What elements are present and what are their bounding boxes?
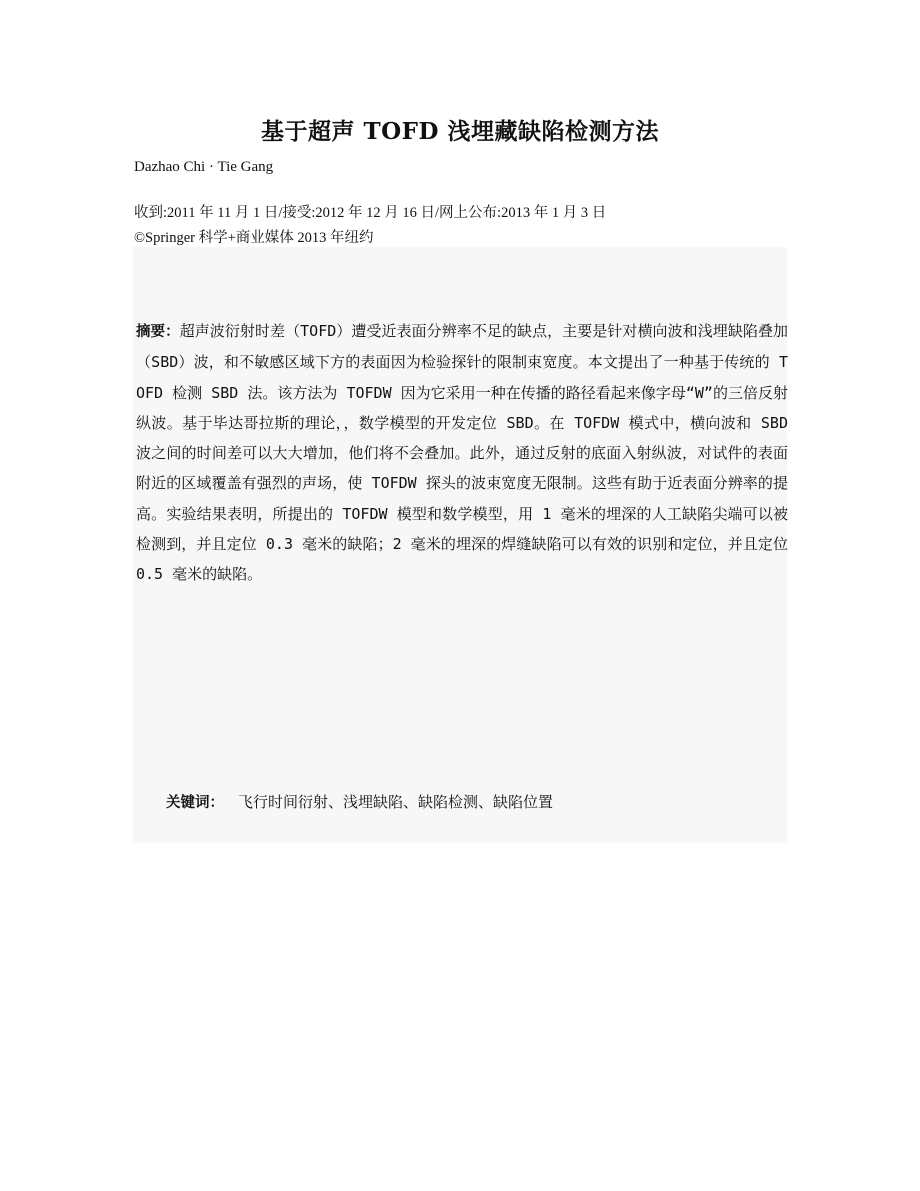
abstract-body: 超声波衍射时差（TOFD）遭受近表面分辨率不足的缺点，主要是针对横向波和浅埋缺陷叠加（SBD）波，和不敏感区域下方的表面因为检验探针的限制束宽度。本文提出了一种基于传统的 TOFD 检测 SBD 法。该方法为 TOFDW 因为它采用一种在传播的路径看起来像字母“W”的三倍反射纵波。基于毕达哥拉斯的理论，，数学模型的开发定位 SBD。在 TOFDW 模式中，横向波和 SBD 波之间的时间差可以大大增加，他们将不会叠加。此外，通过反射的底面入射纵波，对试件的表面附近的区域覆盖有强烈的声场，使 TOFDW 探头的波束宽度无限制。这些有助于近表面分辨率的提高。实验结果表明，所提出的 TOFDW 模型和数学模型，用 1 毫米的埋深的人工缺陷尖端可以被检测到，并且定位 0.3 毫米的缺陷；2 毫米的埋深的焊缝缺陷可以有效的识别和定位，并且定位 0.5 毫米的缺陷。: [136, 322, 789, 584]
publication-dates: 收到:2011 年 11 月 1 日/接受:2012 年 12 月 16 日/网上公布:2013 年 1 月 3 日: [134, 205, 607, 221]
copyright-line: ©Springer 科学+商业媒体 2013 年纽约: [134, 230, 374, 246]
abstract-label: 摘要：: [136, 324, 180, 340]
article-authors: Dazhao Chi · Tie Gang: [134, 159, 274, 175]
article-title: 基于超声 TOFD 浅埋藏缺陷检测方法: [261, 118, 659, 145]
keywords-section: [166, 790, 553, 815]
keywords-label: 关键词：: [166, 795, 224, 811]
keywords-value: 飞行时间衍射、浅埋缺陷、缺陷检测、缺陷位置: [238, 793, 554, 811]
abstract-section: [136, 316, 788, 590]
